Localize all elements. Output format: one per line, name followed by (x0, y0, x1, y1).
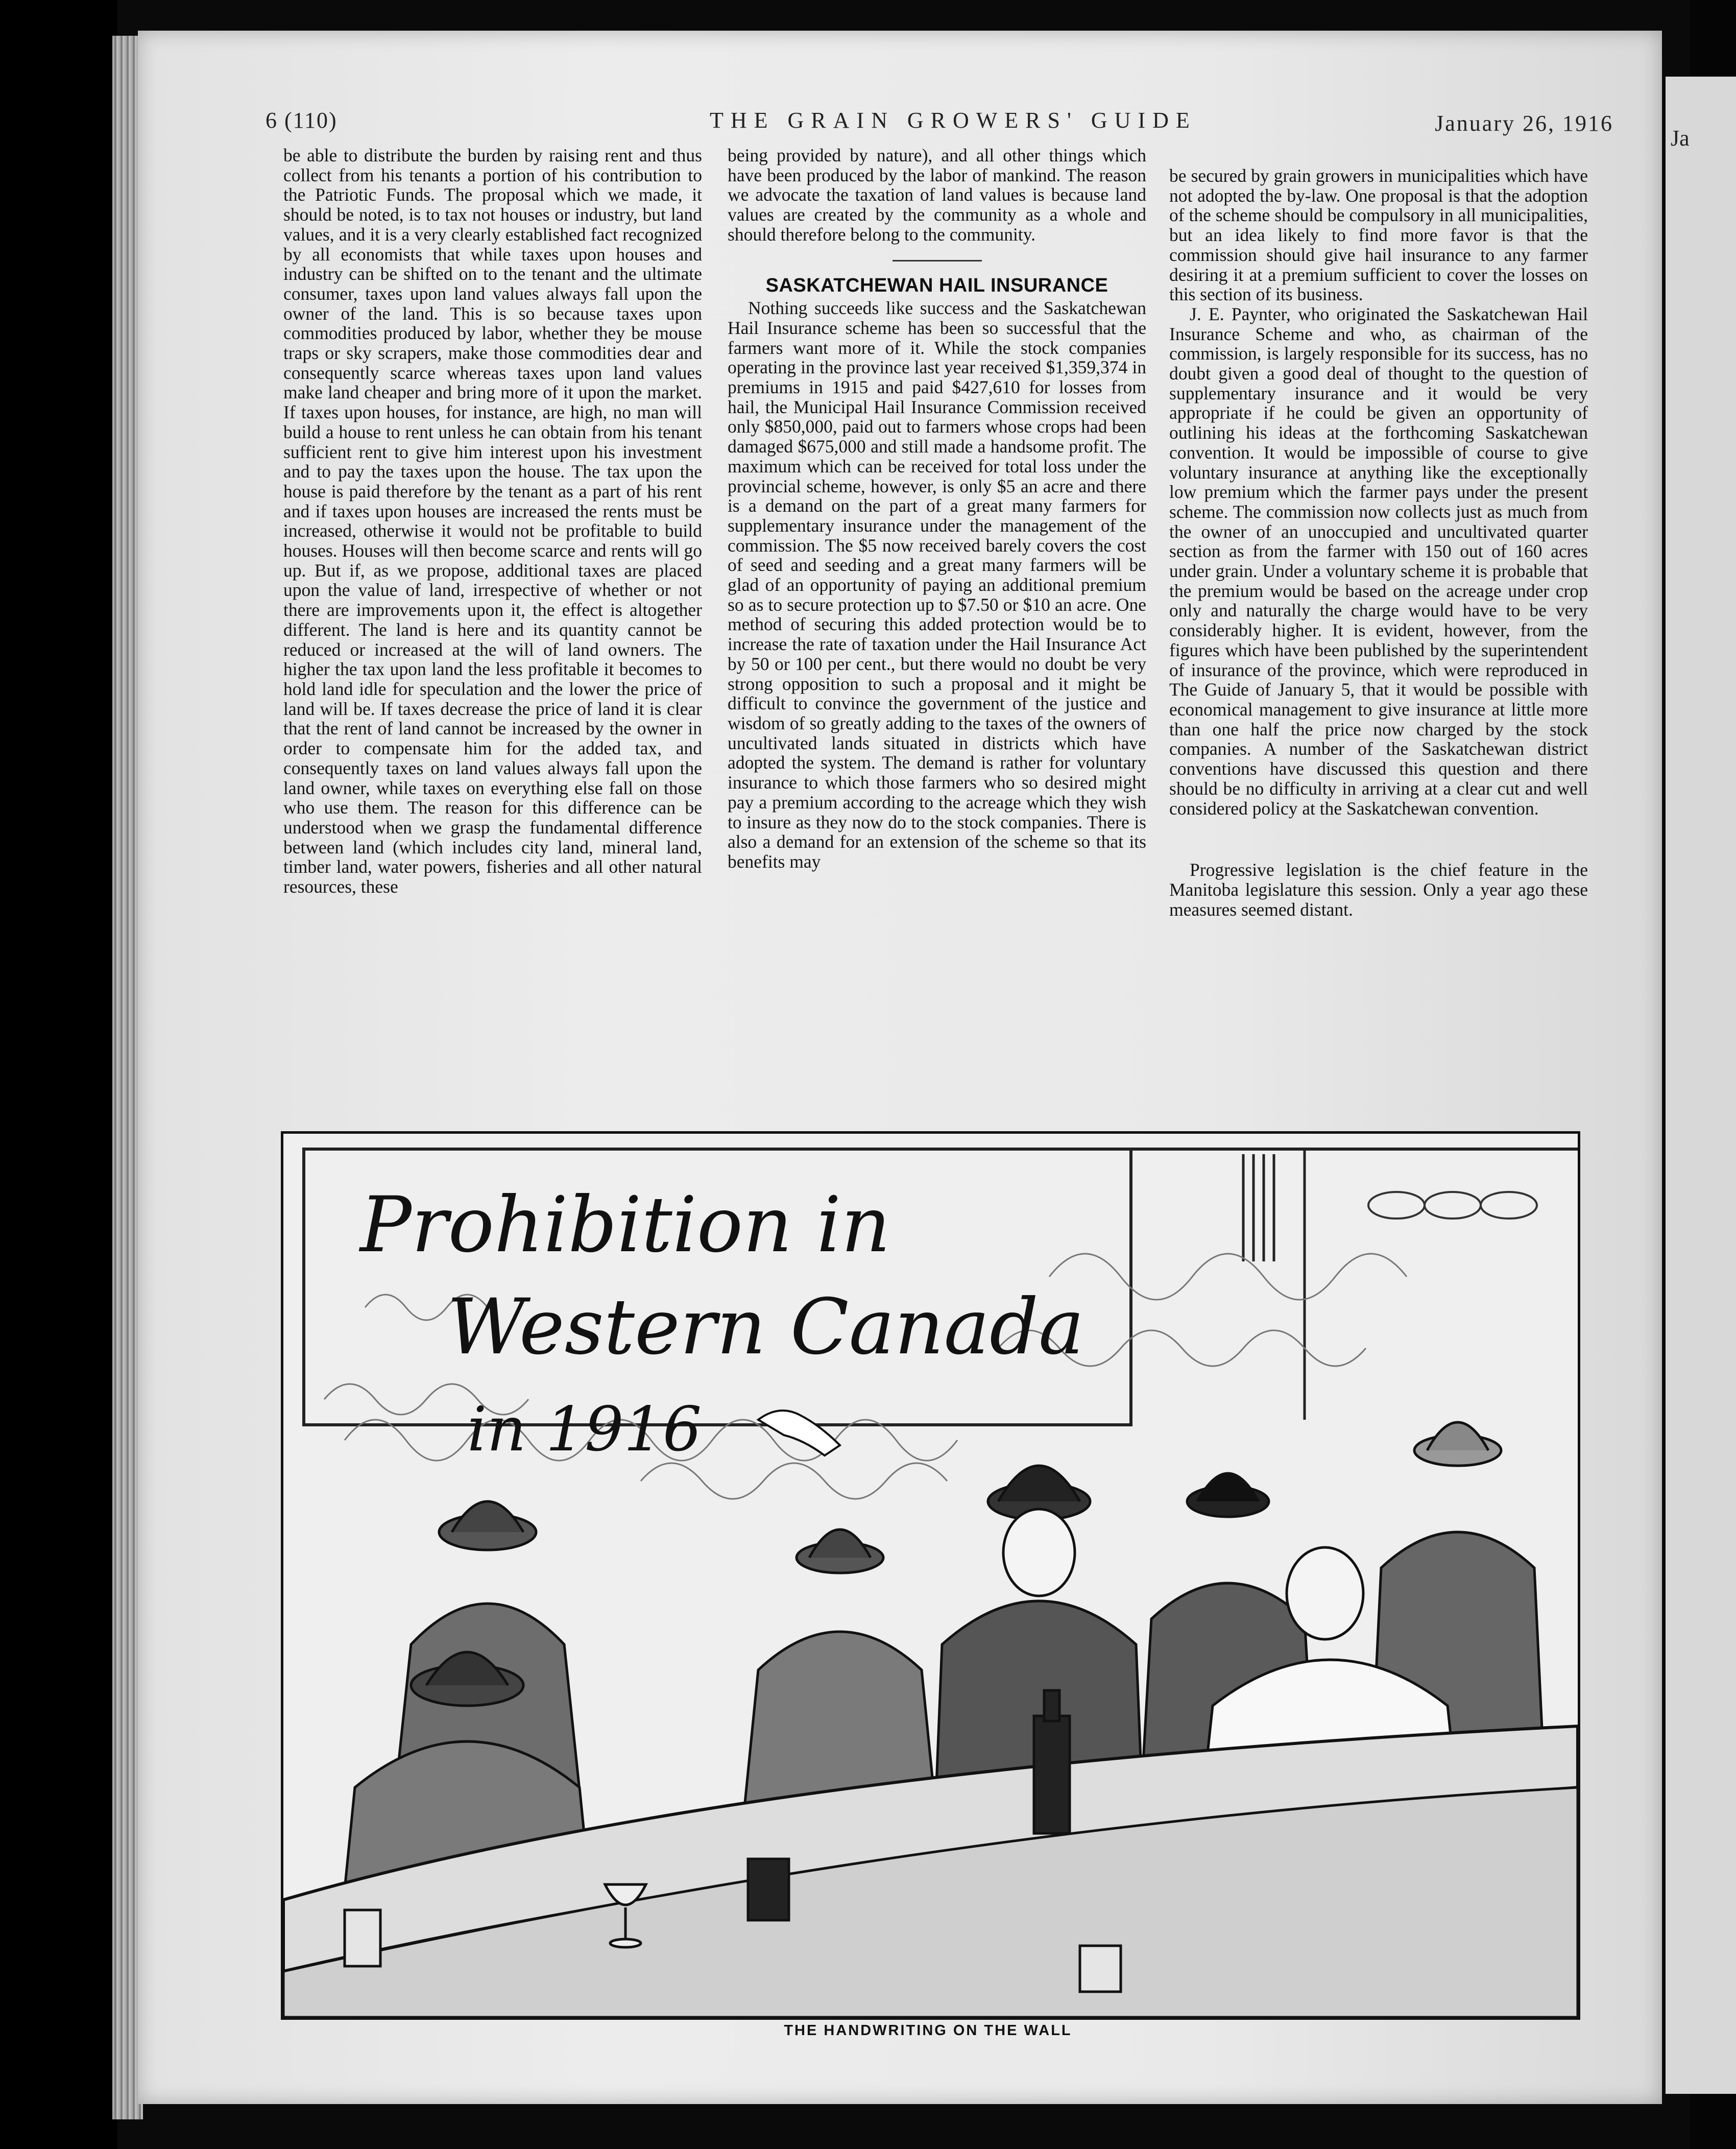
column-1-text: be able to distribute the burden by raising rent and thus collect from his tenants a portion of his contribution to the Patriotic Funds. The proposal which we made, it should be noted, is to tax not houses or industry, but land values, and it is a very clearly established fact recognized by all economists that while taxes upon houses and industry can be shifted on to the tenant and the ultimate consumer, taxes upon land values always fall upon the owner of the land. This is so because taxes upon commodities produced by labor, whether they be mouse traps or sky scrapers, make those commodities dear and consequently scarce whereas taxes upon land values make land cheaper and bring more of it upon the market. If taxes upon houses, for instance, are high, no man will build a house to rent unless he can obtain from his tenant sufficient rent to give him interest upon his investment and to pay the taxes upon the house. The tax upon the house is paid therefore by the tenant as a part of his rent and if taxes upon houses are increased the rents must be increased, otherwise it would not be profitable to build houses. Houses will then become scarce and rents will go up. But if, as we propose, additional taxes are placed upon the value of land, irrespective of whether or not there are improvements upon it, the effect is altogether different. The land is here and its quantity cannot be reduced or increased at the will of land owners. The higher the tax upon land the less profitable it becomes to hold land idle for speculation and the lower the price of land will be. If taxes decrease the price of land it is clear that the rent of land cannot be increased by the owner in order to compensate him for the added tax, and consequently taxes on land values always fall upon the land owner, while taxes on everything else fall on those who use them. The reason for this difference can be understood when we grasp the fundamental difference between land (which includes city land, mineral land, timber land, water powers, fisheries and all other natural resources, these (283, 145, 702, 897)
film-border-left (0, 0, 117, 2149)
manitoba-paragraph: Progressive legislation is the chief feature in the Manitoba legislature this session. Only a year ago these measures seemed distant. (1169, 859, 1588, 920)
column-3 (1169, 166, 1588, 919)
issue-date: January 26, 1916 (1435, 111, 1613, 136)
editorial-cartoon (281, 1131, 1580, 2020)
cartoon-caption: THE HANDWRITING ON THE WALL (784, 2022, 1072, 2039)
section-rule (893, 260, 982, 261)
next-page-edge (1666, 77, 1736, 2094)
paynter-paragraph: J. E. Paynter, who originated the Saskatchewan Hail Insurance Scheme and who, as chairman of the commission, is largely responsible for its success, has no doubt given a good deal of thought to the question of supplementary insurance and it would be very appropriate if he could be given an opportunity of outlining his ideas at the forthcoming Saskatchewan convention. It would be impossible of course to give voluntary insurance at anything like the exceptionally low premium which the farmer pays under the present scheme. The commission now collects just as much from the owner of an unoccupied and uncultivated quarter section as from the farmer with 150 out of 160 acres under grain. Under a voluntary scheme it is probable that the premium would be based on the acreage under crop only and naturally the charge would have to be very considerably higher. It is evident, however, from the figures which have been published by the superintendent of insurance of the province, which were reproduced in The Guide of January 5, that it would be possible with economical management to give insurance at little more than one half the price now charged by the stock companies. A number of the Saskatchewan district conventions have discussed this question and there should be no difficulty in arriving at a clear cut and well considered policy at the Saskatchewan convention. (1169, 303, 1588, 819)
wall-writing-line2: Western Canada (447, 1283, 1084, 1372)
wall-writing-line1: Prohibition in (360, 1181, 890, 1270)
page-header (266, 107, 1613, 143)
page-number: 6 (110) (266, 108, 337, 133)
next-page-text: Ja (1671, 126, 1690, 151)
column-3-continuation: be secured by grain growers in municipalities which have not adopted the by-law. One proposal is that the adoption of the scheme should be compulsory in all municipalities, but an idea likely to find more favor is that the commission should give hail insurance to any farmer desiring it at a premium sufficient to cover the losses on this section of its business. (1169, 165, 1588, 305)
cartoon-illustration (283, 1134, 1578, 2017)
column-2-continuation: being provided by nature), and all other things which have been produced by the labor of mankind. The reason we advocate the taxation of land values is because land values are created by the community as a whole and should therefore belong to the community. (728, 145, 1146, 245)
wall-writing-line3: in 1916 (467, 1394, 702, 1465)
article-body: Nothing succeeds like success and the Saskatchewan Hail Insurance scheme has been so successful that the farmers want more of it. While the stock companies operating in the province last year received $1,359,374 in premiums in 1915 and paid $427,610 for losses from hail, the Municipal Hail Insurance Commission received only $850,000, paid out to farmers whose crops had been damaged $675,000 and still made a handsome profit. The maximum which can be received for total loss under the provincial scheme, however, is only $5 an acre and there is a demand on the part of a great many farmers for supplementary insurance under the management of the commission. The $5 now received barely covers the cost of seed and seeding and a great many farmers will be glad of an opportunity of paying an additional premium so as to secure protection up to $7.50 or $10 an acre. One method of securing this added protection would be to increase the rate of taxation under the Hail Insurance Act by 50 or 100 per cent., but there would no doubt be very strong opposition to such a proposal and it might be difficult to convince the government of the justice and wisdom of so greatly adding to the taxes of the owners of uncultivated lands situated in districts which have adopted the system. The demand is rather for voluntary insurance to which those farmers who so desired might pay a premium according to the acreage which they wish to insure as they now do to the stock companies. There is also a demand for an extension of the scheme so that its benefits may (728, 298, 1146, 872)
article-headline: SASKATCHEWAN HAIL INSURANCE (765, 274, 1108, 296)
column-1 (283, 146, 702, 897)
column-2 (728, 146, 1146, 872)
masthead: THE GRAIN GROWERS' GUIDE (710, 108, 1197, 133)
